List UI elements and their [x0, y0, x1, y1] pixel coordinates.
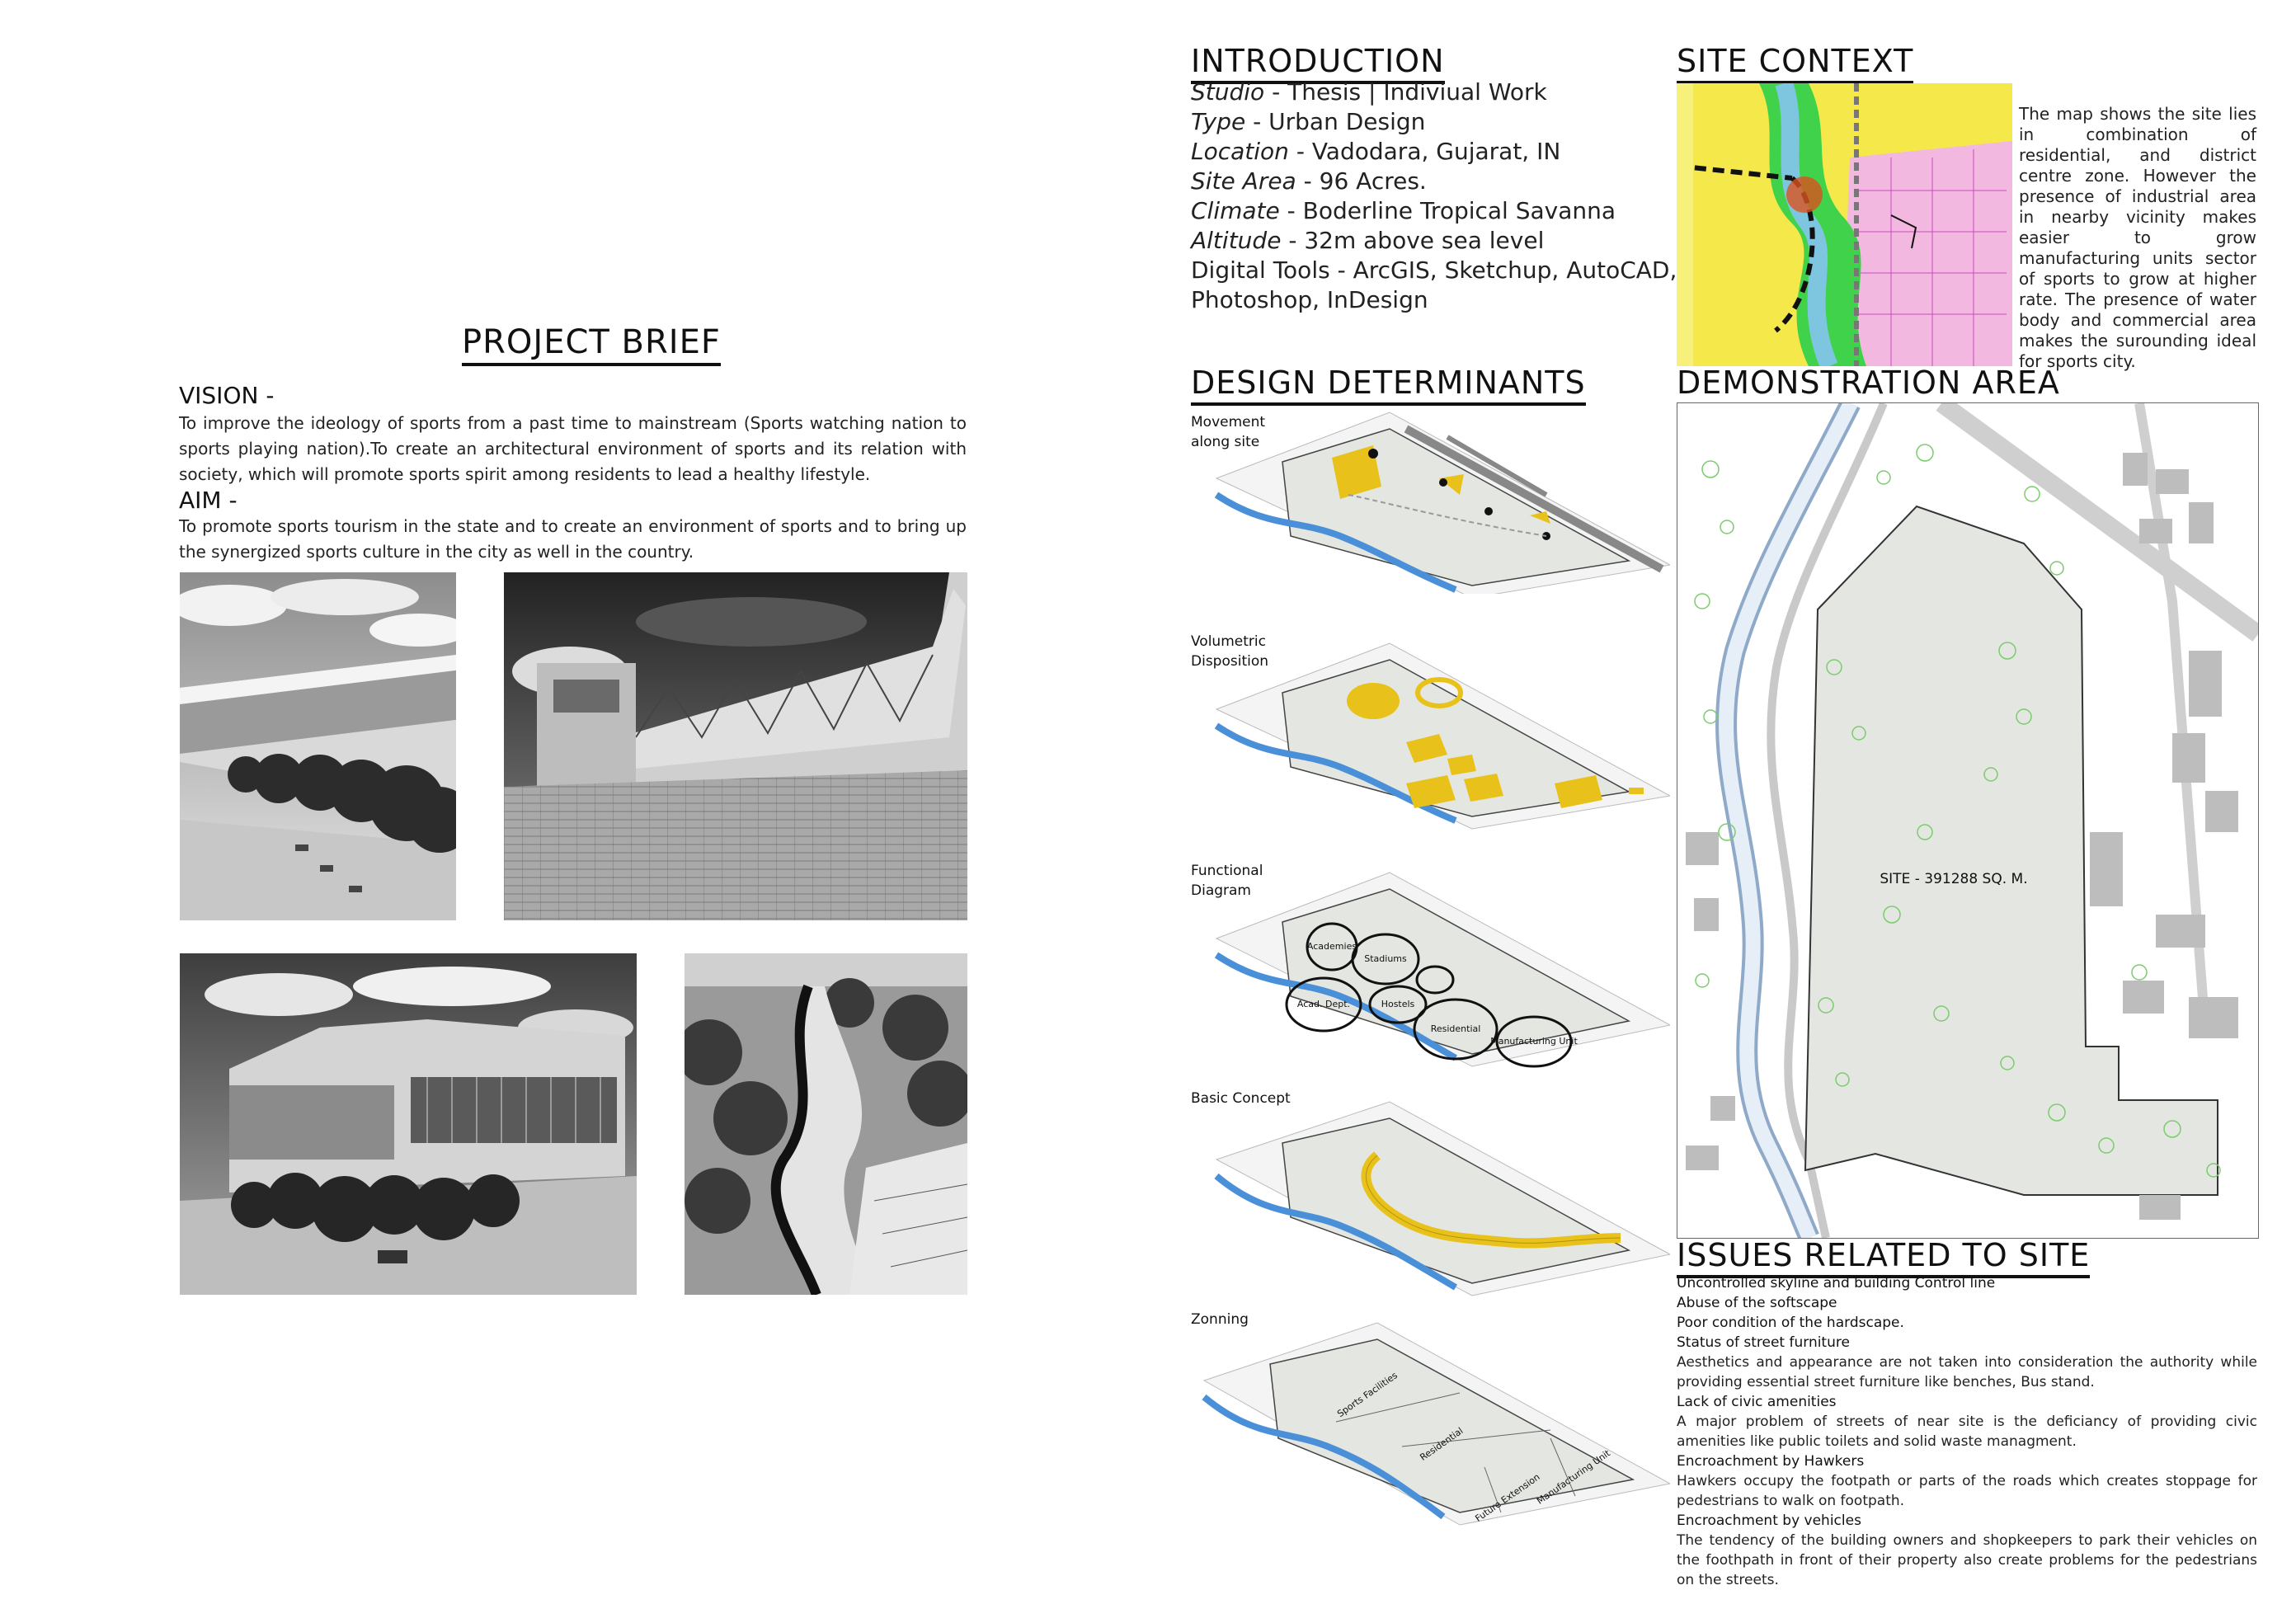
issue-heading-hawkers: Encroachment by Hawkers [1677, 1453, 1865, 1470]
aim-heading: AIM - [179, 487, 238, 514]
diagram-label-movement: Movement along site [1191, 414, 1266, 450]
render-promenade [685, 953, 967, 1295]
render-stadium-facade [180, 572, 456, 920]
bubble-label-manufacturing: Manufacturing Unit [1490, 1036, 1578, 1047]
introduction-list [1191, 78, 1677, 315]
diagram-label-zoning: Zonning [1191, 1311, 1249, 1328]
diagram-zoning [1188, 1315, 1670, 1529]
intro-item-tools-cont: Photoshop, InDesign [1191, 286, 1428, 313]
zone-label-sports: Sports Facilities [1335, 1370, 1400, 1420]
zone-label-manufacturing: Manufacturing Unit [1535, 1447, 1612, 1507]
intro-item-tools: Digital Tools - ArcGIS, Sketchup, AutoCAD, [1191, 256, 1677, 284]
aim-text: To promote sports tourism in the state and to create an environment of sports and to bring up the synergized sports culture in the city as well in the country. [179, 516, 967, 562]
issues-title: ISSUES RELATED TO SITE [1677, 1237, 2090, 1278]
issue-heading-vehicles: Encroachment by vehicles [1677, 1512, 1861, 1529]
diagram-label-functional: Functional Diagram [1191, 863, 1263, 899]
issue-text-amenities: A major problem of streets of near site is the deficiancy of providing civic amenities like public toilets and solid waste managment. [1677, 1414, 2257, 1450]
issue-heading-amenities: Lack of civic amenities [1677, 1394, 1837, 1410]
intro-item-location: Location - Vadodara, Gujarat, IN [1191, 138, 1561, 165]
issue-heading-softscape: Abuse of the softscape [1677, 1295, 1837, 1311]
render-stadium-plaza [504, 572, 967, 920]
vision-text: To improve the ideology of sports from a past time to mainstream (Sports watching nation to sports playing nation).To create an architectural environment of sports and its relation with society, which will promote sports spirit among residents to lead a healthy lifestyle. [179, 413, 967, 484]
diagram-label-volumetric: Volumetric Disposition [1191, 633, 1269, 670]
bubble-label-acad-dept: Acad. Dept. [1296, 999, 1351, 1009]
intro-item-altitude: Altitude - 32m above sea level [1191, 227, 1545, 254]
bubble-label-academies: Academies [1306, 941, 1357, 952]
diagram-functional [1200, 864, 1670, 1070]
intro-item-type: Type - Urban Design [1191, 108, 1426, 135]
zone-label-residential: Residential [1418, 1425, 1466, 1463]
bubble-label-stadiums: Stadiums [1364, 953, 1407, 964]
diagram-volumetric [1200, 635, 1670, 833]
issue-text-furniture: Aesthetics and appearance are not taken into consideration the authority while providing essential street furniture like benches, Bus stand. [1677, 1354, 2257, 1390]
issue-text-hawkers: Hawkers occupy the footpath or parts of the roads which creates stoppage for pedestrians to walk on footpath. [1677, 1473, 2257, 1509]
project-brief-title: PROJECT BRIEF [462, 323, 721, 366]
zone-label-future: Future Extension [1473, 1471, 1542, 1524]
demonstration-area-title: DEMONSTRATION AREA [1677, 365, 2060, 406]
site-context-map [1677, 83, 2012, 366]
bubble-label-hostels: Hostels [1381, 999, 1415, 1009]
diagram-movement [1200, 404, 1670, 594]
site-context-title: SITE CONTEXT [1677, 43, 1913, 84]
design-determinants-title: DESIGN DETERMINANTS [1191, 365, 1586, 406]
render-academy-building [180, 953, 637, 1295]
vision-heading: VISION - [179, 382, 275, 409]
intro-item-site-area: Site Area - 96 Acres. [1191, 167, 1427, 195]
issue-heading-hardscape: Poor condition of the hardscape. [1677, 1315, 1904, 1331]
issue-heading-furniture: Status of street furniture [1677, 1334, 1850, 1351]
intro-item-climate: Climate - Boderline Tropical Savanna [1191, 197, 1616, 224]
issue-heading-skyline: Uncontrolled skyline and building Control line [1677, 1275, 1996, 1291]
introduction-title: INTRODUCTION [1191, 43, 1445, 84]
intro-item-studio: Studio - Thesis | Indiviual Work [1191, 78, 1547, 106]
demonstration-map [1677, 402, 2259, 1239]
issue-text-vehicles: The tendency of the building owners and shopkeepers to park their vehicles on the foothpath in front of their property also create problems for the pedestrians on the streets. [1677, 1532, 2257, 1588]
site-context-text: The map shows the site lies in combination of residential, and district centre zone. However the presence of industrial area in nearby vicinity makes easier to grow manufacturing units sector of sports to grow at higher rate. The presence of water body and commercial area makes the surounding ideal for sports city. [2019, 104, 2256, 371]
issues-list [1677, 1273, 2257, 1590]
site-area-label: SITE - 391288 SQ. M. [1880, 871, 2028, 887]
diagram-basic-concept [1200, 1094, 1670, 1300]
diagram-label-concept: Basic Concept [1191, 1090, 1291, 1107]
bubble-label-residential: Residential [1430, 1023, 1481, 1034]
